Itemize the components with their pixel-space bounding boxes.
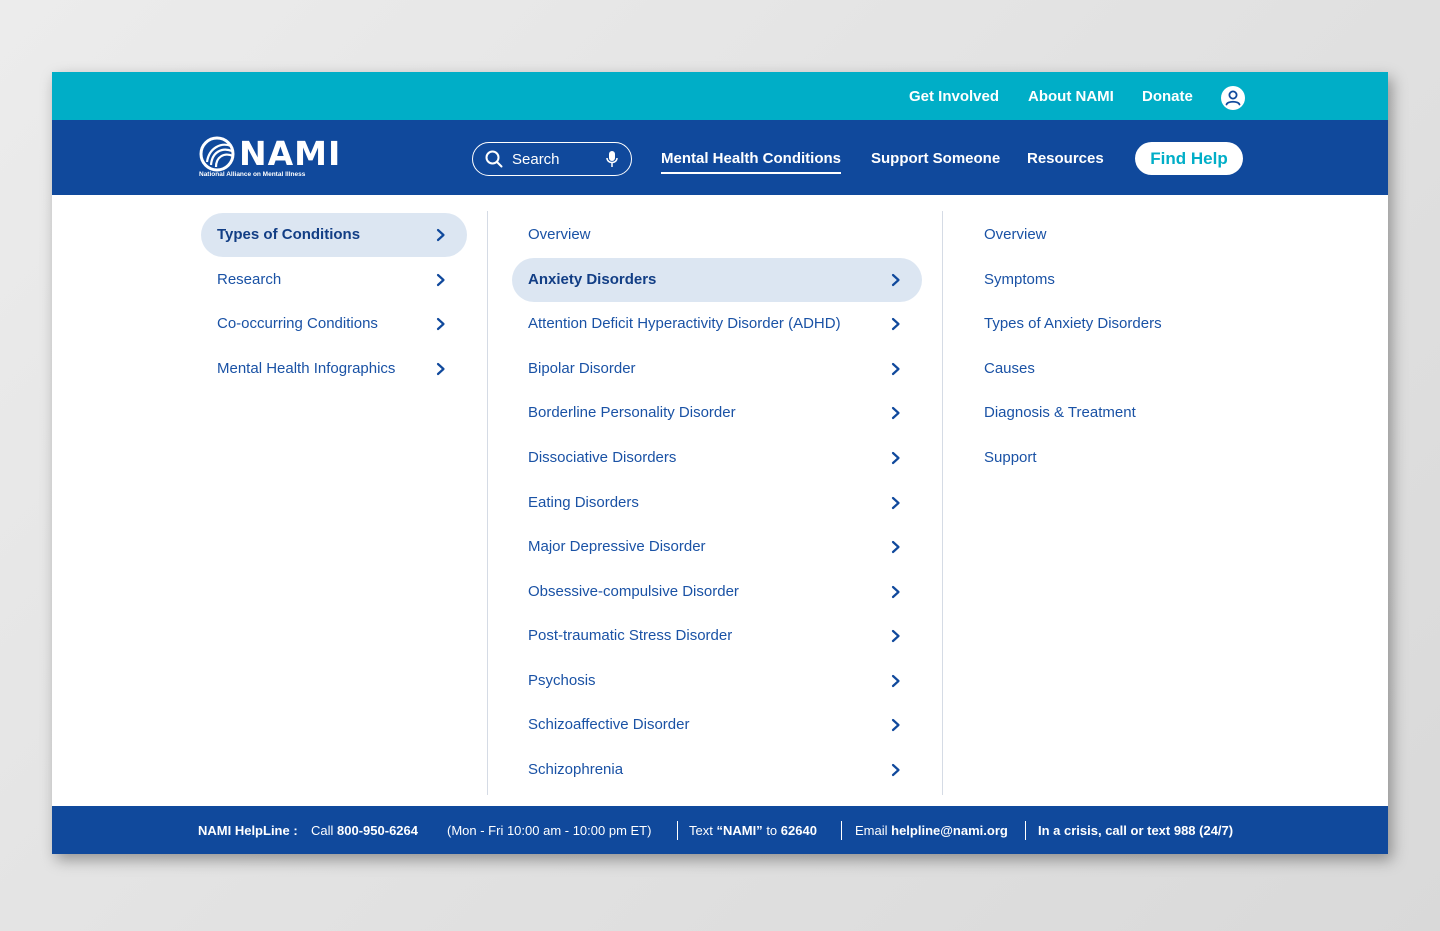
- menu-item-adhd[interactable]: [512, 302, 922, 346]
- chevron-right-icon: [891, 273, 901, 287]
- menu-item-label: Schizophrenia: [528, 761, 624, 778]
- helpline-label: NAMI HelpLine :: [198, 823, 298, 838]
- search-icon: [485, 150, 503, 168]
- menu-item-label: Support: [984, 449, 1037, 466]
- get-involved-link[interactable]: Get Involved: [909, 88, 1000, 105]
- menu-item-label: Dissociative Disorders: [528, 449, 677, 466]
- menu-item-label: Overview: [528, 226, 591, 243]
- menu-item-label: Diagnosis & Treatment: [984, 404, 1136, 421]
- menu-item-schizoaffective[interactable]: [512, 703, 922, 747]
- menu-item-label: Psychosis: [528, 672, 596, 689]
- menu-item-label: Types of Conditions: [217, 226, 361, 243]
- nav-mental-health-conditions[interactable]: Mental Health Conditions: [661, 150, 841, 174]
- menu-item-label: Obsessive-compulsive Disorder: [528, 583, 739, 600]
- donate-link[interactable]: Donate: [1142, 88, 1193, 105]
- menu-item-label: Mental Health Infographics: [217, 360, 396, 377]
- chevron-right-icon: [891, 718, 901, 732]
- menu-item-label: Causes: [984, 360, 1035, 377]
- menu-item-label: Anxiety Disorders: [528, 271, 657, 288]
- separator: [841, 821, 842, 840]
- menu-item-label: Eating Disorders: [528, 494, 639, 511]
- menu-item-types-of-conditions[interactable]: [201, 213, 467, 257]
- menu-item-psychosis[interactable]: [512, 659, 922, 703]
- chevron-right-icon: [436, 317, 446, 331]
- menu-item-label: Types of Anxiety Disorders: [984, 315, 1162, 332]
- chevron-right-icon: [891, 674, 901, 688]
- menu-item-types-of-anxiety[interactable]: [968, 302, 1268, 346]
- menu-item-anxiety-disorders[interactable]: [512, 258, 922, 302]
- menu-item-ocd[interactable]: [512, 570, 922, 614]
- chevron-right-icon: [891, 496, 901, 510]
- helpline-text-number[interactable]: 62640: [780, 823, 817, 838]
- helpline-text[interactable]: Text “NAMI” to 62640: [689, 823, 817, 838]
- about-nami-link[interactable]: About NAMI: [1028, 88, 1114, 105]
- column-divider: [487, 211, 488, 795]
- menu-item-label: Research: [217, 271, 282, 288]
- menu-item-support[interactable]: [968, 436, 1268, 480]
- menu-item-dissociative[interactable]: [512, 436, 922, 480]
- column-divider: [942, 211, 943, 795]
- menu-item-anxiety-overview[interactable]: [968, 213, 1268, 257]
- menu-item-label: Schizoaffective Disorder: [528, 716, 690, 733]
- menu-item-label: Bipolar Disorder: [528, 360, 636, 377]
- chevron-right-icon: [891, 317, 901, 331]
- chevron-right-icon: [891, 362, 901, 376]
- helpline-call[interactable]: Call 800-950-6264: [311, 823, 418, 838]
- menu-item-diagnosis-treatment[interactable]: [968, 391, 1268, 435]
- menu-item-causes[interactable]: [968, 347, 1268, 391]
- chevron-right-icon: [436, 273, 446, 287]
- menu-item-label: Borderline Personality Disorder: [528, 404, 736, 421]
- separator: [1025, 821, 1026, 840]
- menu-item-infographics[interactable]: [201, 347, 467, 391]
- chevron-right-icon: [436, 228, 446, 242]
- page-frame: [52, 72, 1388, 854]
- nami-swirl-logo: [199, 136, 239, 172]
- menu-item-borderline[interactable]: [512, 391, 922, 435]
- mega-menu: [52, 195, 1388, 806]
- search-input[interactable]: [472, 142, 632, 176]
- find-help-button[interactable]: Find Help: [1135, 142, 1243, 175]
- microphone-icon[interactable]: [605, 150, 619, 168]
- helpline-crisis[interactable]: In a crisis, call or text 988 (24/7): [1038, 823, 1234, 838]
- chevron-right-icon: [891, 406, 901, 420]
- menu-item-bipolar[interactable]: [512, 347, 922, 391]
- utility-bar: [52, 72, 1388, 120]
- nami-logo[interactable]: [199, 134, 342, 182]
- helpline-phone[interactable]: 800-950-6264: [337, 823, 418, 838]
- chevron-right-icon: [891, 763, 901, 777]
- nav-support-someone[interactable]: Support Someone: [871, 150, 1001, 167]
- helpline-bar: [52, 806, 1388, 854]
- chevron-right-icon: [891, 540, 901, 554]
- menu-item-major-depressive[interactable]: [512, 525, 922, 569]
- logo-tagline: National Alliance on Mental Illness: [199, 171, 306, 178]
- menu-item-overview[interactable]: [512, 213, 922, 257]
- menu-item-label: Overview: [984, 226, 1047, 243]
- menu-item-label: Major Depressive Disorder: [528, 538, 706, 555]
- chevron-right-icon: [891, 451, 901, 465]
- logo-wordmark: NAMI: [239, 134, 342, 173]
- menu-item-research[interactable]: [201, 258, 467, 302]
- menu-item-schizophrenia[interactable]: [512, 748, 922, 792]
- chevron-right-icon: [891, 585, 901, 599]
- chevron-right-icon: [891, 629, 901, 643]
- helpline-hours: (Mon - Fri 10:00 am - 10:00 pm ET): [447, 823, 652, 838]
- helpline-email-address[interactable]: helpline@nami.org: [891, 823, 1008, 838]
- menu-item-eating[interactable]: [512, 481, 922, 525]
- separator: [677, 821, 678, 840]
- menu-item-label: Co-occurring Conditions: [217, 315, 378, 332]
- user-circle-icon[interactable]: [1221, 86, 1245, 110]
- menu-item-label: Symptoms: [984, 271, 1055, 288]
- menu-item-label: Post-traumatic Stress Disorder: [528, 627, 733, 644]
- menu-item-symptoms[interactable]: [968, 258, 1268, 302]
- menu-item-label: Attention Deficit Hyperactivity Disorder (ADHD): [528, 315, 841, 332]
- chevron-right-icon: [436, 362, 446, 376]
- menu-item-co-occurring[interactable]: [201, 302, 467, 346]
- search-placeholder: Search: [512, 151, 560, 168]
- helpline-email[interactable]: Email helpline@nami.org: [855, 823, 1008, 838]
- menu-item-ptsd[interactable]: [512, 614, 922, 658]
- main-nav: [52, 120, 1388, 195]
- nav-resources[interactable]: Resources: [1027, 150, 1104, 167]
